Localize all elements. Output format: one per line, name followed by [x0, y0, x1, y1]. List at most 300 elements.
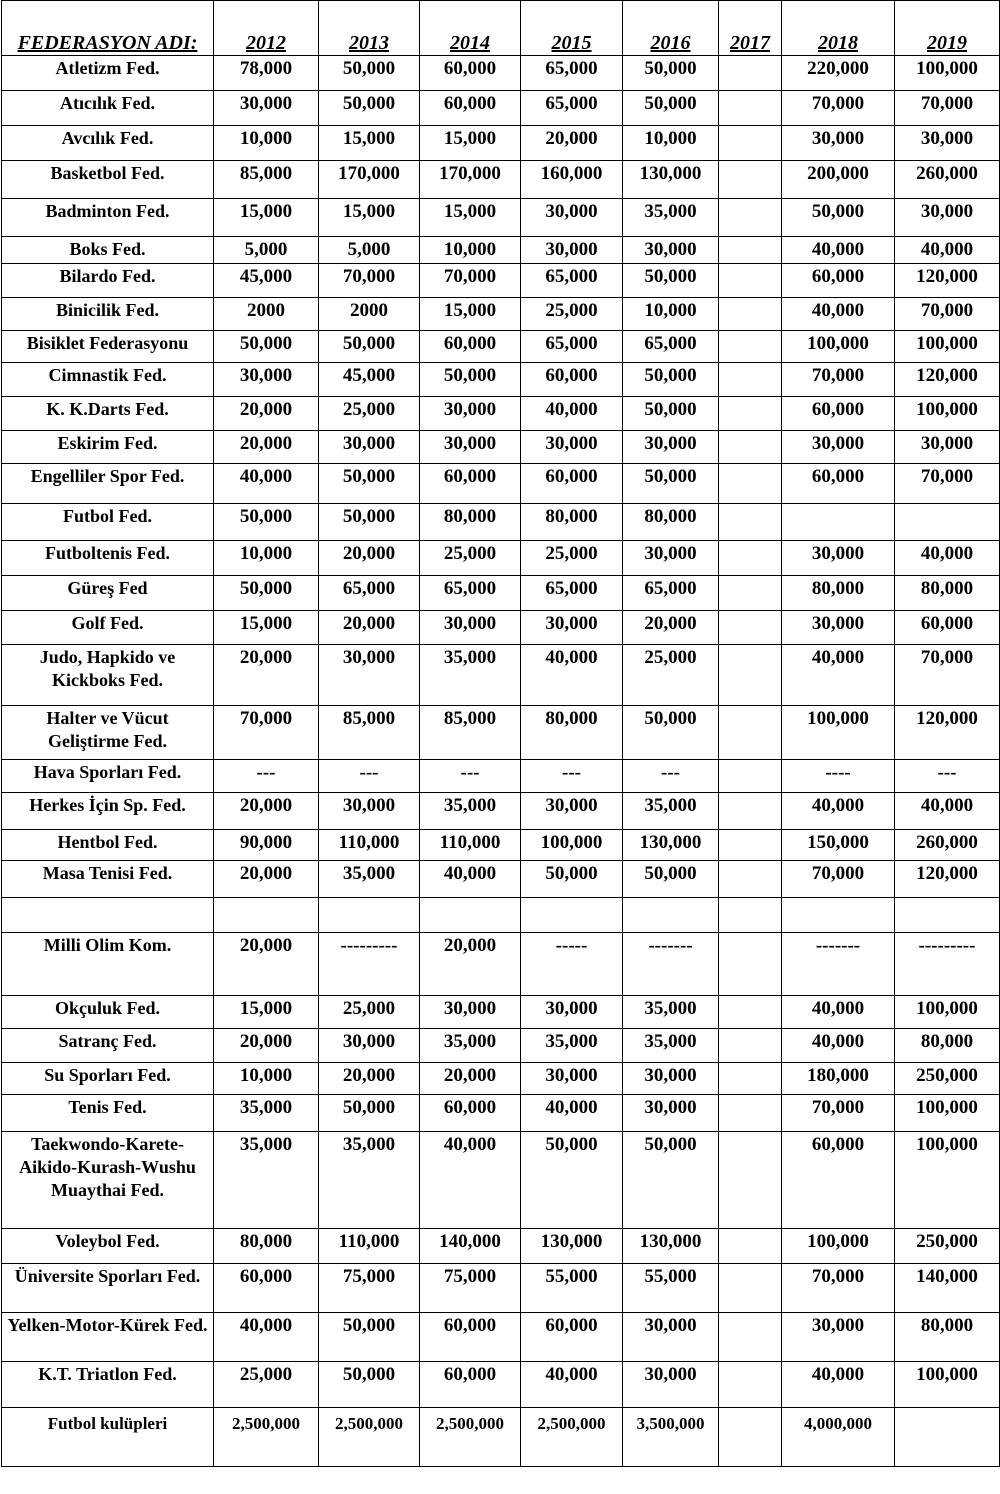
amount-cell-2018: 50,000 [782, 199, 895, 237]
amount-cell-2013: 50,000 [319, 331, 420, 363]
table-row [2, 933, 1000, 996]
amount-cell-2017 [719, 431, 782, 464]
amount-cell-2013: 65,000 [319, 576, 420, 611]
amount-cell-2015: 30,000 [521, 199, 623, 237]
amount-cell-2019: 60,000 [895, 611, 1000, 645]
amount-cell-2017 [719, 1229, 782, 1264]
amount-cell-2015: 30,000 [521, 1063, 623, 1095]
amount-cell-2012: 60,000 [214, 1264, 319, 1313]
amount-cell-2014: 15,000 [420, 298, 521, 331]
amount-cell-2015: 30,000 [521, 793, 623, 830]
amount-cell-2017 [719, 331, 782, 363]
amount-cell-2013: 85,000 [319, 706, 420, 760]
federation-name-cell: Hentbol Fed. [2, 830, 214, 861]
federation-name-cell: K. K.Darts Fed. [2, 397, 214, 431]
amount-cell-2013: 30,000 [319, 793, 420, 830]
amount-cell-2014: 40,000 [420, 1132, 521, 1229]
amount-cell-2014: 60,000 [420, 1362, 521, 1408]
table-row [2, 126, 1000, 161]
table-row [2, 611, 1000, 645]
amount-cell-2018: 60,000 [782, 397, 895, 431]
amount-cell-2014: 80,000 [420, 504, 521, 541]
amount-cell-2019: 120,000 [895, 363, 1000, 397]
amount-cell-2013: 50,000 [319, 1362, 420, 1408]
amount-cell-2019: 40,000 [895, 237, 1000, 264]
table-row [2, 298, 1000, 331]
federation-name-cell: Milli Olim Kom. [2, 933, 214, 996]
header-year: 2015 [521, 1, 623, 56]
amount-cell-2019: 70,000 [895, 298, 1000, 331]
amount-cell-2019: 40,000 [895, 793, 1000, 830]
table-row [2, 1095, 1000, 1132]
amount-cell-2014: 50,000 [420, 363, 521, 397]
amount-cell-2017 [719, 793, 782, 830]
amount-cell-2015: 30,000 [521, 996, 623, 1029]
amount-cell-2015: 20,000 [521, 126, 623, 161]
amount-cell-2013: 20,000 [319, 1063, 420, 1095]
amount-cell-2016: 30,000 [623, 1362, 719, 1408]
amount-cell-2016: 50,000 [623, 397, 719, 431]
federation-name-cell: Hava Sporları Fed. [2, 760, 214, 793]
federation-name-cell: Güreş Fed [2, 576, 214, 611]
amount-cell-2018 [782, 898, 895, 933]
amount-cell-2019: 40,000 [895, 541, 1000, 576]
amount-cell-2012: 35,000 [214, 1095, 319, 1132]
table-row [2, 264, 1000, 298]
amount-cell-2014 [420, 898, 521, 933]
amount-cell-2014: 60,000 [420, 1095, 521, 1132]
amount-cell-2017 [719, 91, 782, 126]
amount-cell-2019: 100,000 [895, 397, 1000, 431]
amount-cell-2014: 60,000 [420, 331, 521, 363]
amount-cell-2018: 40,000 [782, 1362, 895, 1408]
federation-name-cell: Satranç Fed. [2, 1029, 214, 1063]
amount-cell-2014: 20,000 [420, 933, 521, 996]
table-row [2, 91, 1000, 126]
federation-name-cell: Üniversite Sporları Fed. [2, 1264, 214, 1313]
amount-cell-2012: 80,000 [214, 1229, 319, 1264]
federation-name-cell: Yelken-Motor-Kürek Fed. [2, 1313, 214, 1362]
amount-cell-2015: 40,000 [521, 645, 623, 706]
amount-cell-2012: 20,000 [214, 1029, 319, 1063]
amount-cell-2013: 2,500,000 [319, 1408, 420, 1467]
amount-cell-2014: 60,000 [420, 56, 521, 91]
amount-cell-2016: 50,000 [623, 91, 719, 126]
amount-cell-2015: 35,000 [521, 1029, 623, 1063]
amount-cell-2017 [719, 760, 782, 793]
amount-cell-2018 [782, 504, 895, 541]
amount-cell-2014: 85,000 [420, 706, 521, 760]
amount-cell-2016: 10,000 [623, 298, 719, 331]
amount-cell-2016: 130,000 [623, 1229, 719, 1264]
amount-cell-2012: 10,000 [214, 1063, 319, 1095]
amount-cell-2016: 35,000 [623, 199, 719, 237]
amount-cell-2013: 70,000 [319, 264, 420, 298]
amount-cell-2019: --- [895, 760, 1000, 793]
amount-cell-2013: --- [319, 760, 420, 793]
amount-cell-2012: 5,000 [214, 237, 319, 264]
table-row [2, 1029, 1000, 1063]
federation-name-cell: K.T. Triatlon Fed. [2, 1362, 214, 1408]
table-row [2, 56, 1000, 91]
amount-cell-2016: 35,000 [623, 1029, 719, 1063]
amount-cell-2012: 20,000 [214, 431, 319, 464]
amount-cell-2016: 130,000 [623, 830, 719, 861]
table-row [2, 431, 1000, 464]
amount-cell-2012: 35,000 [214, 1132, 319, 1229]
amount-cell-2019: 260,000 [895, 161, 1000, 199]
amount-cell-2017 [719, 830, 782, 861]
amount-cell-2013: 20,000 [319, 611, 420, 645]
amount-cell-2014: 170,000 [420, 161, 521, 199]
amount-cell-2018: ---- [782, 760, 895, 793]
federation-name-cell: Golf Fed. [2, 611, 214, 645]
header-row [2, 1, 1000, 56]
header-year: 2017 [719, 1, 782, 56]
amount-cell-2018: 30,000 [782, 611, 895, 645]
amount-cell-2019: 100,000 [895, 996, 1000, 1029]
amount-cell-2014: 30,000 [420, 431, 521, 464]
federation-name-cell: Binicilik Fed. [2, 298, 214, 331]
amount-cell-2013: 5,000 [319, 237, 420, 264]
amount-cell-2017 [719, 1362, 782, 1408]
amount-cell-2015: 50,000 [521, 1132, 623, 1229]
federation-name-cell: Taekwondo-Karete-Aikido-Kurash-Wushu Muaythai Fed. [2, 1132, 214, 1229]
amount-cell-2014: 2,500,000 [420, 1408, 521, 1467]
amount-cell-2012: 50,000 [214, 504, 319, 541]
table-row [2, 1313, 1000, 1362]
amount-cell-2017 [719, 576, 782, 611]
amount-cell-2012: 10,000 [214, 126, 319, 161]
amount-cell-2015: 65,000 [521, 331, 623, 363]
amount-cell-2016: 35,000 [623, 793, 719, 830]
amount-cell-2013: 50,000 [319, 1095, 420, 1132]
federation-name-cell: Futbol Fed. [2, 504, 214, 541]
amount-cell-2014: 10,000 [420, 237, 521, 264]
amount-cell-2018: 30,000 [782, 541, 895, 576]
amount-cell-2017 [719, 1029, 782, 1063]
table-body [2, 56, 1000, 1467]
table-row [2, 1362, 1000, 1408]
amount-cell-2012: 45,000 [214, 264, 319, 298]
amount-cell-2013: 30,000 [319, 645, 420, 706]
table-row [2, 1132, 1000, 1229]
amount-cell-2013: 2000 [319, 298, 420, 331]
amount-cell-2018: 220,000 [782, 56, 895, 91]
amount-cell-2017 [719, 1063, 782, 1095]
table-row [2, 161, 1000, 199]
federation-name-cell: Atıcılık Fed. [2, 91, 214, 126]
amount-cell-2016 [623, 898, 719, 933]
amount-cell-2014: 30,000 [420, 611, 521, 645]
amount-cell-2017 [719, 161, 782, 199]
amount-cell-2019: 80,000 [895, 1313, 1000, 1362]
amount-cell-2012: 30,000 [214, 363, 319, 397]
amount-cell-2012: 2000 [214, 298, 319, 331]
amount-cell-2012: 78,000 [214, 56, 319, 91]
amount-cell-2015: 50,000 [521, 861, 623, 898]
amount-cell-2017 [719, 199, 782, 237]
federation-name-cell: Halter ve Vücut Geliştirme Fed. [2, 706, 214, 760]
amount-cell-2019: 120,000 [895, 861, 1000, 898]
amount-cell-2014: 75,000 [420, 1264, 521, 1313]
amount-cell-2013: 35,000 [319, 861, 420, 898]
amount-cell-2014: 15,000 [420, 126, 521, 161]
amount-cell-2016: 30,000 [623, 1063, 719, 1095]
table-row [2, 1063, 1000, 1095]
amount-cell-2016: 30,000 [623, 1095, 719, 1132]
amount-cell-2013: --------- [319, 933, 420, 996]
amount-cell-2019: 100,000 [895, 1132, 1000, 1229]
amount-cell-2017 [719, 264, 782, 298]
amount-cell-2016: ------- [623, 933, 719, 996]
amount-cell-2012: 25,000 [214, 1362, 319, 1408]
amount-cell-2016: 50,000 [623, 363, 719, 397]
amount-cell-2016: 10,000 [623, 126, 719, 161]
table-row [2, 541, 1000, 576]
amount-cell-2016: 65,000 [623, 331, 719, 363]
amount-cell-2016: 30,000 [623, 541, 719, 576]
amount-cell-2018: 30,000 [782, 431, 895, 464]
amount-cell-2014: 30,000 [420, 996, 521, 1029]
amount-cell-2019: 140,000 [895, 1264, 1000, 1313]
amount-cell-2018: 70,000 [782, 1095, 895, 1132]
amount-cell-2015: 60,000 [521, 1313, 623, 1362]
amount-cell-2018: 30,000 [782, 126, 895, 161]
amount-cell-2014: 35,000 [420, 645, 521, 706]
amount-cell-2017 [719, 363, 782, 397]
amount-cell-2014: 60,000 [420, 91, 521, 126]
amount-cell-2019: 70,000 [895, 91, 1000, 126]
table-row [2, 706, 1000, 760]
amount-cell-2014: 35,000 [420, 793, 521, 830]
amount-cell-2018: 180,000 [782, 1063, 895, 1095]
amount-cell-2015: 80,000 [521, 504, 623, 541]
table-row [2, 397, 1000, 431]
amount-cell-2014: --- [420, 760, 521, 793]
table-row [2, 331, 1000, 363]
table-row [2, 576, 1000, 611]
table-row [2, 1264, 1000, 1313]
header-year: 2019 [895, 1, 1000, 56]
amount-cell-2015: 130,000 [521, 1229, 623, 1264]
amount-cell-2017 [719, 611, 782, 645]
amount-cell-2013: 20,000 [319, 541, 420, 576]
amount-cell-2017 [719, 1132, 782, 1229]
table-row [2, 996, 1000, 1029]
federation-name-cell: Boks Fed. [2, 237, 214, 264]
amount-cell-2016: 50,000 [623, 56, 719, 91]
amount-cell-2019: 30,000 [895, 431, 1000, 464]
amount-cell-2019: 80,000 [895, 576, 1000, 611]
federation-budget-table [1, 0, 1000, 1467]
amount-cell-2012: 10,000 [214, 541, 319, 576]
federation-name-cell: Avcılık Fed. [2, 126, 214, 161]
amount-cell-2018: 70,000 [782, 91, 895, 126]
amount-cell-2016: 50,000 [623, 706, 719, 760]
amount-cell-2013 [319, 898, 420, 933]
table-row [2, 1229, 1000, 1264]
amount-cell-2017 [719, 237, 782, 264]
amount-cell-2013: 75,000 [319, 1264, 420, 1313]
amount-cell-2013: 15,000 [319, 199, 420, 237]
amount-cell-2018: 70,000 [782, 861, 895, 898]
amount-cell-2016: 50,000 [623, 861, 719, 898]
amount-cell-2014: 65,000 [420, 576, 521, 611]
amount-cell-2015: 40,000 [521, 397, 623, 431]
table-row [2, 464, 1000, 504]
amount-cell-2012: 20,000 [214, 645, 319, 706]
amount-cell-2019 [895, 1408, 1000, 1467]
amount-cell-2019: 120,000 [895, 706, 1000, 760]
amount-cell-2015: 30,000 [521, 611, 623, 645]
amount-cell-2018: 80,000 [782, 576, 895, 611]
amount-cell-2017 [719, 706, 782, 760]
amount-cell-2019: --------- [895, 933, 1000, 996]
amount-cell-2015: 55,000 [521, 1264, 623, 1313]
amount-cell-2019: 30,000 [895, 126, 1000, 161]
amount-cell-2016: 65,000 [623, 576, 719, 611]
amount-cell-2015: 60,000 [521, 363, 623, 397]
amount-cell-2016: 80,000 [623, 504, 719, 541]
amount-cell-2017 [719, 933, 782, 996]
amount-cell-2016: 30,000 [623, 431, 719, 464]
amount-cell-2018: 30,000 [782, 1313, 895, 1362]
federation-name-cell: Masa Tenisi Fed. [2, 861, 214, 898]
amount-cell-2014: 35,000 [420, 1029, 521, 1063]
amount-cell-2016: 30,000 [623, 237, 719, 264]
amount-cell-2018: 60,000 [782, 1132, 895, 1229]
amount-cell-2019: 260,000 [895, 830, 1000, 861]
federation-name-cell: Futbol kulüpleri [2, 1408, 214, 1467]
federation-name-cell: Atletizm Fed. [2, 56, 214, 91]
amount-cell-2012: 30,000 [214, 91, 319, 126]
amount-cell-2015: 60,000 [521, 464, 623, 504]
amount-cell-2013: 15,000 [319, 126, 420, 161]
amount-cell-2017 [719, 504, 782, 541]
amount-cell-2017 [719, 898, 782, 933]
amount-cell-2018: 4,000,000 [782, 1408, 895, 1467]
amount-cell-2012: 20,000 [214, 397, 319, 431]
header-year: 2013 [319, 1, 420, 56]
amount-cell-2018: 100,000 [782, 331, 895, 363]
amount-cell-2018: 60,000 [782, 264, 895, 298]
amount-cell-2018: ------- [782, 933, 895, 996]
amount-cell-2018: 150,000 [782, 830, 895, 861]
amount-cell-2017 [719, 861, 782, 898]
federation-name-cell: Okçuluk Fed. [2, 996, 214, 1029]
amount-cell-2017 [719, 397, 782, 431]
amount-cell-2013: 30,000 [319, 431, 420, 464]
amount-cell-2016: 30,000 [623, 1313, 719, 1362]
amount-cell-2019: 250,000 [895, 1063, 1000, 1095]
amount-cell-2018: 40,000 [782, 237, 895, 264]
table-row [2, 793, 1000, 830]
amount-cell-2013: 25,000 [319, 397, 420, 431]
amount-cell-2015: 30,000 [521, 431, 623, 464]
amount-cell-2017 [719, 298, 782, 331]
amount-cell-2015: 25,000 [521, 541, 623, 576]
amount-cell-2015: 65,000 [521, 264, 623, 298]
amount-cell-2013: 35,000 [319, 1132, 420, 1229]
amount-cell-2013: 50,000 [319, 91, 420, 126]
table-row [2, 504, 1000, 541]
amount-cell-2016: 35,000 [623, 996, 719, 1029]
federation-name-cell: Bisiklet Federasyonu [2, 331, 214, 363]
amount-cell-2013: 50,000 [319, 464, 420, 504]
amount-cell-2014: 30,000 [420, 397, 521, 431]
header-year: 2018 [782, 1, 895, 56]
amount-cell-2015: 40,000 [521, 1095, 623, 1132]
table-row [2, 1408, 1000, 1467]
amount-cell-2019: 100,000 [895, 56, 1000, 91]
amount-cell-2015: 65,000 [521, 56, 623, 91]
amount-cell-2014: 60,000 [420, 1313, 521, 1362]
federation-name-cell: Su Sporları Fed. [2, 1063, 214, 1095]
amount-cell-2019 [895, 504, 1000, 541]
amount-cell-2019: 100,000 [895, 1362, 1000, 1408]
amount-cell-2015: 160,000 [521, 161, 623, 199]
amount-cell-2016: 25,000 [623, 645, 719, 706]
amount-cell-2012: 40,000 [214, 464, 319, 504]
amount-cell-2018: 100,000 [782, 706, 895, 760]
amount-cell-2014: 110,000 [420, 830, 521, 861]
amount-cell-2019: 100,000 [895, 1095, 1000, 1132]
table-row [2, 760, 1000, 793]
amount-cell-2016: 50,000 [623, 1132, 719, 1229]
table-row [2, 363, 1000, 397]
federation-name-cell: Eskirim Fed. [2, 431, 214, 464]
amount-cell-2019: 70,000 [895, 464, 1000, 504]
amount-cell-2014: 20,000 [420, 1063, 521, 1095]
amount-cell-2013: 170,000 [319, 161, 420, 199]
amount-cell-2015: ----- [521, 933, 623, 996]
amount-cell-2012: 20,000 [214, 933, 319, 996]
amount-cell-2017 [719, 1408, 782, 1467]
amount-cell-2019: 250,000 [895, 1229, 1000, 1264]
amount-cell-2017 [719, 645, 782, 706]
amount-cell-2017 [719, 126, 782, 161]
amount-cell-2018: 40,000 [782, 793, 895, 830]
amount-cell-2017 [719, 541, 782, 576]
table-row [2, 830, 1000, 861]
header-year: 2012 [214, 1, 319, 56]
federation-name-cell: Voleybol Fed. [2, 1229, 214, 1264]
amount-cell-2016: 130,000 [623, 161, 719, 199]
amount-cell-2013: 30,000 [319, 1029, 420, 1063]
amount-cell-2012: 20,000 [214, 793, 319, 830]
table-row [2, 861, 1000, 898]
amount-cell-2018: 100,000 [782, 1229, 895, 1264]
amount-cell-2012: 85,000 [214, 161, 319, 199]
amount-cell-2012: 20,000 [214, 861, 319, 898]
amount-cell-2016: 3,500,000 [623, 1408, 719, 1467]
amount-cell-2019: 80,000 [895, 1029, 1000, 1063]
amount-cell-2015: 65,000 [521, 576, 623, 611]
amount-cell-2018: 200,000 [782, 161, 895, 199]
amount-cell-2013: 45,000 [319, 363, 420, 397]
amount-cell-2018: 40,000 [782, 1029, 895, 1063]
amount-cell-2013: 50,000 [319, 1313, 420, 1362]
amount-cell-2015: --- [521, 760, 623, 793]
amount-cell-2015: 100,000 [521, 830, 623, 861]
federation-name-cell [2, 898, 214, 933]
table-row [2, 645, 1000, 706]
amount-cell-2014: 70,000 [420, 264, 521, 298]
amount-cell-2015: 80,000 [521, 706, 623, 760]
amount-cell-2013: 50,000 [319, 56, 420, 91]
amount-cell-2017 [719, 1264, 782, 1313]
